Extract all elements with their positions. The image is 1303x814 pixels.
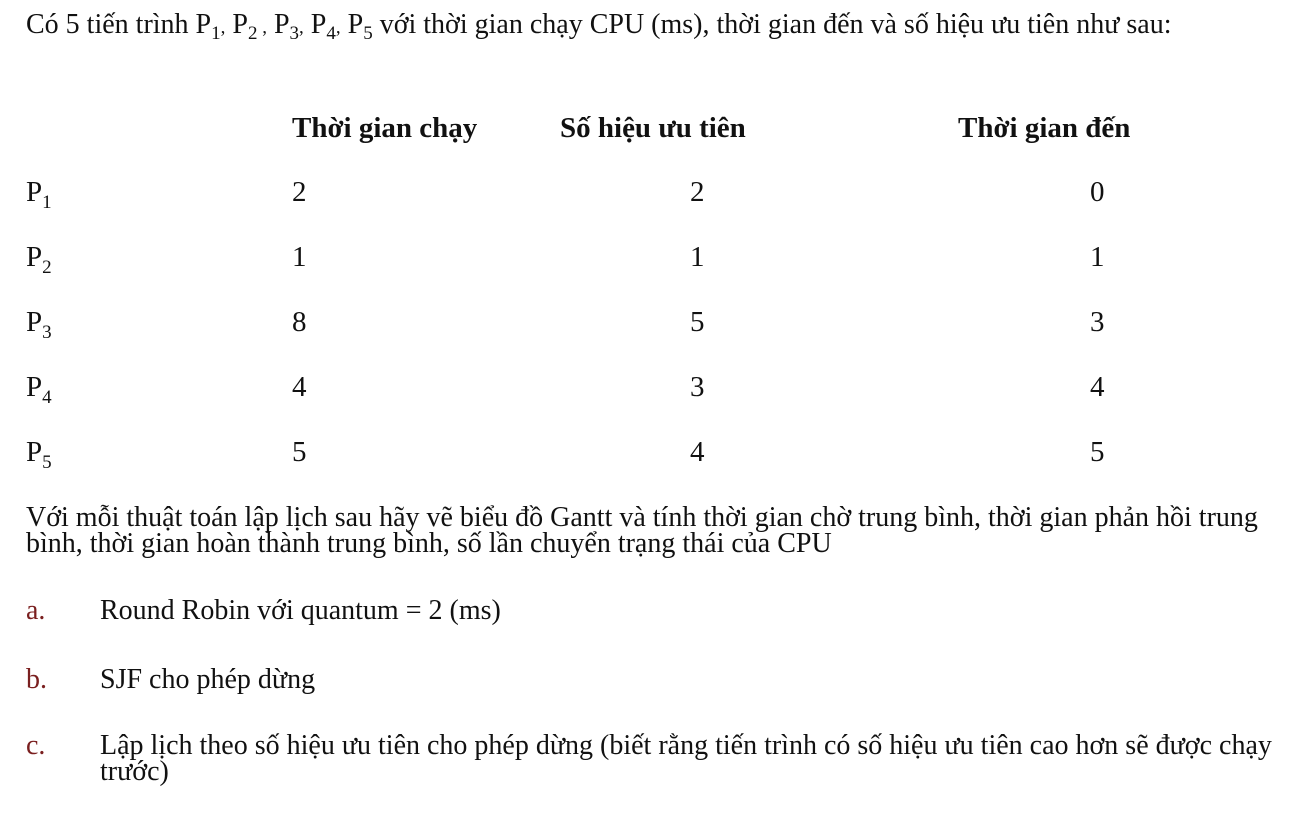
header-run-time: Thời gian chạy (292, 112, 478, 144)
cell-arrival-time: 0 (1090, 176, 1105, 208)
instruction-paragraph: Với mỗi thuật toán lập lịch sau hãy vẽ biểu đồ Gantt và tính thời gian chờ trung bình, thời gian phản hồi trung bình, thời gian hoàn thành trung bình, số lần chuyển trạng thái của CPU (26, 502, 1258, 559)
row-process-letter: P (26, 306, 43, 338)
table-row (0, 370, 1303, 410)
process-name-1: P (195, 9, 212, 40)
process-sub-1: 1 (211, 23, 221, 44)
process-sub-3: 3 (289, 23, 300, 44)
process-name-2: P (232, 9, 248, 40)
process-sub-4: 4 (326, 23, 336, 44)
row-process-sub: 5 (42, 452, 52, 473)
row-process-name (26, 435, 52, 473)
header-arrival-time: Thời gian đến (958, 112, 1131, 144)
intro-paragraph (26, 9, 1286, 44)
cell-priority: 4 (690, 436, 705, 468)
process-name-4: P (310, 9, 327, 40)
table-row (0, 175, 1303, 215)
process-sub-2: 2 (247, 23, 258, 44)
cell-arrival-time: 3 (1090, 306, 1105, 338)
row-process-letter: P (26, 176, 43, 208)
intro-prefix: Có 5 tiến trình (26, 9, 196, 40)
process-sep-2: , (257, 17, 267, 38)
list-marker: c. (26, 730, 46, 761)
list-marker: b. (26, 664, 47, 695)
list-item-text: Lập lịch theo số hiệu ưu tiên cho phép dừng (biết rằng tiến trình có số hiệu ưu tiên cao hơn sẽ được chạy trước) (100, 730, 1272, 787)
intro-suffix: với thời gian chạy CPU (ms), thời gian đến và số hiệu ưu tiên như sau: (372, 9, 1172, 40)
process-sep-4: , (335, 17, 341, 38)
cell-run-time: 2 (292, 176, 307, 208)
table-row (0, 240, 1303, 280)
cell-priority: 1 (690, 241, 705, 273)
table-row (0, 305, 1303, 345)
row-process-sub: 1 (42, 192, 52, 213)
cell-priority: 2 (690, 176, 705, 208)
process-sep-1: , (220, 17, 226, 38)
row-process-name (26, 240, 52, 278)
row-process-letter: P (26, 371, 43, 403)
row-process-letter: P (26, 241, 43, 273)
row-process-name (26, 370, 52, 408)
row-process-sub: 2 (42, 257, 52, 278)
process-sep-3: , (299, 17, 304, 38)
process-sub-5: 5 (363, 23, 373, 44)
cell-arrival-time: 4 (1090, 371, 1105, 403)
list-marker: a. (26, 595, 46, 626)
cell-priority: 3 (690, 371, 705, 403)
cell-priority: 5 (690, 306, 705, 338)
row-process-name (26, 175, 52, 213)
cell-run-time: 4 (292, 371, 307, 403)
table-row (0, 435, 1303, 475)
process-name-3: P (273, 9, 290, 40)
cell-run-time: 8 (292, 306, 307, 338)
row-process-letter: P (26, 436, 43, 468)
cell-arrival-time: 1 (1090, 241, 1105, 273)
cell-arrival-time: 5 (1090, 436, 1105, 468)
list-item-text: SJF cho phép dừng (100, 664, 316, 695)
cell-run-time: 5 (292, 436, 307, 468)
row-process-sub: 3 (42, 322, 52, 343)
process-name-5: P (347, 9, 364, 40)
header-priority: Số hiệu ưu tiên (560, 112, 746, 144)
list-item-text: Round Robin với quantum = 2 (ms) (100, 595, 501, 626)
row-process-sub: 4 (42, 387, 52, 408)
row-process-name (26, 305, 52, 343)
cell-run-time: 1 (292, 241, 307, 273)
